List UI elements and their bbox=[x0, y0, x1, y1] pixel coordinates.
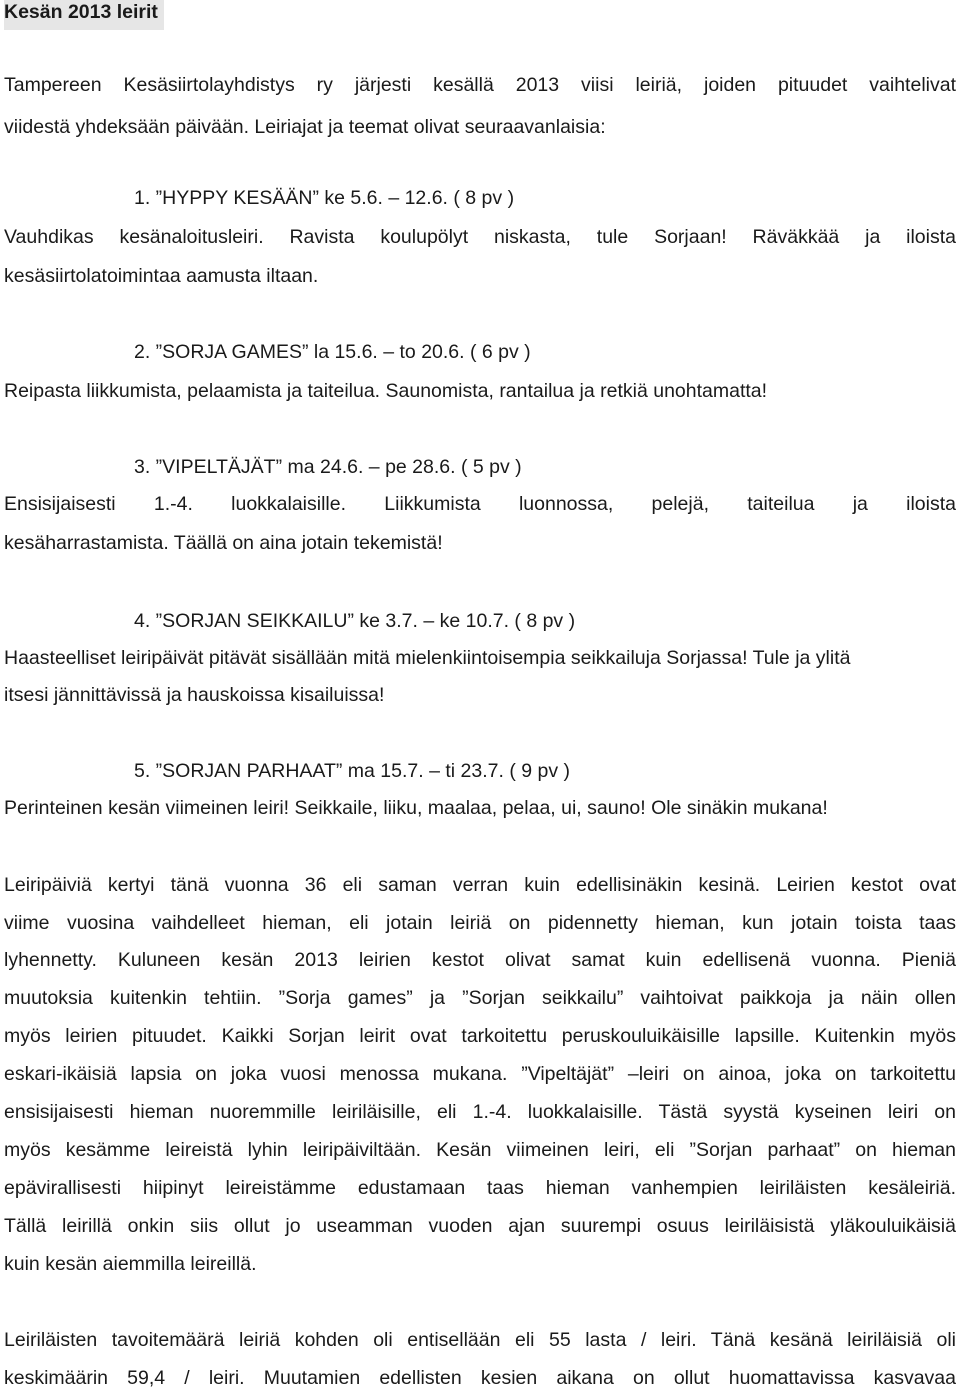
paragraph-line: viime vuosina vaihdelleet hieman, eli jotain leiriä on pidennetty hieman, kun jotain toista taas bbox=[4, 912, 956, 934]
paragraph-line: epävirallisesti hiipinyt leireistämme edustamaan taas hieman vanhempien leiriläisten kesäleiriä. bbox=[4, 1177, 956, 1199]
camp-description-line: Perinteinen kesän viimeinen leiri! Seikkaile, liiku, maalaa, pelaa, ui, sauno! Ole sinäkin mukana! bbox=[4, 797, 828, 819]
paragraph-line: Leiripäiviä kertyi tänä vuonna 36 eli saman verran kuin edellisinäkin kesinä. Leirien kestot ovat bbox=[4, 874, 956, 896]
camp-heading: 4. ”SORJAN SEIKKAILU” ke 3.7. – ke 10.7. ( 8 pv ) bbox=[134, 610, 576, 632]
paragraph-line: ensisijaisesti hieman nuoremmille leiriläisille, eli 1.-4. luokkalaisille. Tästä syystä kyseinen leiri on bbox=[4, 1101, 956, 1123]
camp-heading: 2. ”SORJA GAMES” la 15.6. – to 20.6. ( 6 pv ) bbox=[134, 341, 531, 363]
paragraph-line: Tällä leirillä onkin siis ollut jo useamman vuoden ajan suurempi osuus leiriläisistä yläkouluikäisiä bbox=[4, 1215, 956, 1237]
camp-description-line: Reipasta liikkumista, pelaamista ja taiteilua. Saunomista, rantailua ja retkiä unohtamatta! bbox=[4, 380, 768, 402]
paragraph-line: lyhennetty. Kuluneen kesän 2013 leirien kestot olivat samat kuin edellisenä vuonna. Pieniä bbox=[4, 949, 956, 971]
camp-description-line: kesäharrastamista. Täällä on aina jotain tekemistä! bbox=[4, 532, 443, 554]
camp-description-line: Haasteelliset leiripäivät pitävät sisällään mitä mielenkiintoisempia seikkailuja Sorjassa! Tule ja ylitä bbox=[4, 647, 851, 669]
paragraph-line: myös kesämme leireistä lyhin leiripäiviltään. Kesän viimeinen leiri, eli ”Sorjan parhaat” on hieman bbox=[4, 1139, 956, 1161]
intro-line: Tampereen Kesäsiirtolayhdistys ry järjesti kesällä 2013 viisi leiriä, joiden pituudet vaihtelivat bbox=[4, 74, 956, 96]
paragraph-line: keskimäärin 59,4 / leiri. Muutamien edellisten kesien aikana on ollut huomattavissa kasvavaa bbox=[4, 1367, 956, 1389]
paragraph-line: eskari-ikäisiä lapsia on joka vuosi menossa mukana. ”Vipeltäjät” –leiri on ainoa, joka on tarkoitettu bbox=[4, 1063, 956, 1085]
camp-description-line: itsesi jännittävissä ja hauskoissa kisailuissa! bbox=[4, 684, 385, 706]
camp-heading: 5. ”SORJAN PARHAAT” ma 15.7. – ti 23.7. ( 9 pv ) bbox=[134, 760, 570, 782]
paragraph-line: myös leirien pituudet. Kaikki Sorjan leirit ovat tarkoitettu peruskouluikäisille lapsille. Kuitenkin myös bbox=[4, 1025, 956, 1047]
camp-description-line: Vauhdikas kesänaloitusleiri. Ravista koulupölyt niskasta, tule Sorjaan! Räväkkää ja iloista bbox=[4, 226, 956, 248]
paragraph-line: Leiriläisten tavoitemäärä leiriä kohden oli entisellään eli 55 lasta / leiri. Tänä kesänä leiriläisiä oli bbox=[4, 1329, 956, 1351]
paragraph-line: kuin kesän aiemmilla leireillä. bbox=[4, 1253, 257, 1275]
camp-heading: 3. ”VIPELTÄJÄT” ma 24.6. – pe 28.6. ( 5 pv ) bbox=[134, 456, 522, 478]
paragraph-line: muutoksia kuitenkin tehtiin. ”Sorja games” ja ”Sorjan seikkailu” vaihtoivat paikkoja ja näin ollen bbox=[4, 987, 956, 1009]
page-title: Kesän 2013 leirit bbox=[4, 0, 164, 30]
camp-description-line: Ensisijaisesti 1.-4. luokkalaisille. Liikkumista luonnossa, pelejä, taiteilua ja iloista bbox=[4, 493, 956, 515]
intro-line: viidestä yhdeksään päivään. Leiriajat ja teemat olivat seuraavanlaisia: bbox=[4, 116, 606, 138]
camp-heading: 1. ”HYPPY KESÄÄN” ke 5.6. – 12.6. ( 8 pv ) bbox=[134, 187, 515, 209]
camp-description-line: kesäsiirtolatoimintaa aamusta iltaan. bbox=[4, 265, 319, 287]
